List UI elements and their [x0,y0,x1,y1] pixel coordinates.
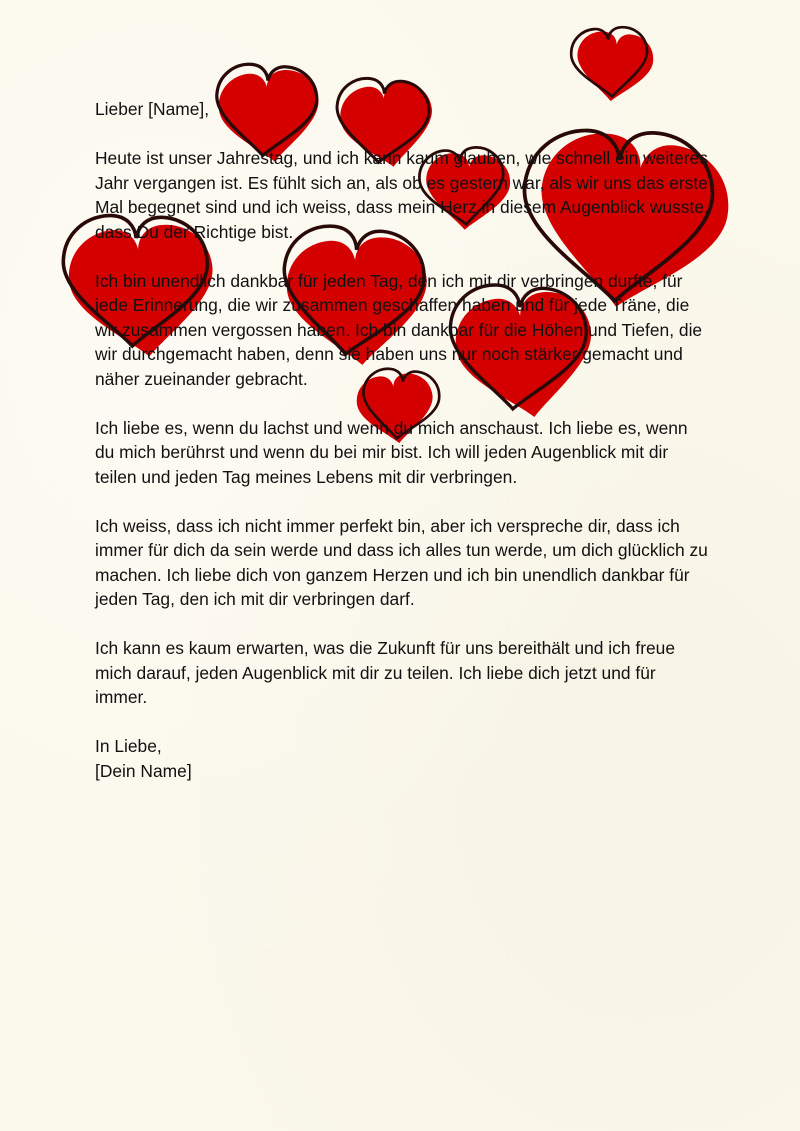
letter-body [95,97,710,783]
paragraph-4: Ich weiss, dass ich nicht immer perfekt bin, aber ich verspreche dir, dass ich immer für dich da sein werde und dass ich alles tun werde, um dich glücklich zu machen. Ich liebe dich von ganzem Herzen und ich bin unendlich dankbar für jeden Tag, den ich mit dir verbringen darf. [95,515,708,609]
paragraph-5: Ich kann es kaum erwarten, was die Zukunft für uns bereithält und ich freue mich darauf, jeden Augenblick mit dir zu teilen. Ich liebe dich jetzt und für immer. [95,638,675,707]
greeting: Lieber [Name], [95,99,210,119]
signature: [Dein Name] [95,760,192,781]
closing: In Liebe, [95,736,162,756]
paragraph-2: Ich bin unendlich dankbar für jeden Tag, den ich mit dir verbringen durfte, für jede Erinnerung, die wir zusammen geschaffen haben und für jede Träne, die wir zusammen vergossen haben. Ich bin dankbar für die Höhen und Tiefen, die wir durchgemacht haben, denn sie haben uns nur noch stärker gemacht und näher zueinander gebracht. [95,270,703,389]
closing-block [95,734,710,783]
paragraph-3: Ich liebe es, wenn du lachst und wenn du mich anschaust. Ich liebe es, wenn du mich berührst und wenn du bei mir bist. Ich will jeden Augenblick mit dir teilen und jeden Tag meines Lebens mit dir verbringen. [95,417,688,487]
paragraph-1: Heute ist unser Jahrestag, und ich kann kaum glauben, wie schnell ein weiteres Jahr vergangen ist. Es fühlt sich an, als ob es gestern war, als wir uns das erste Mal begegnet sind und ich weiss, dass mein Herz in diesem Augenblick wusste, dass Du der Richtige bist. [95,148,709,242]
heart-3 [570,26,656,106]
